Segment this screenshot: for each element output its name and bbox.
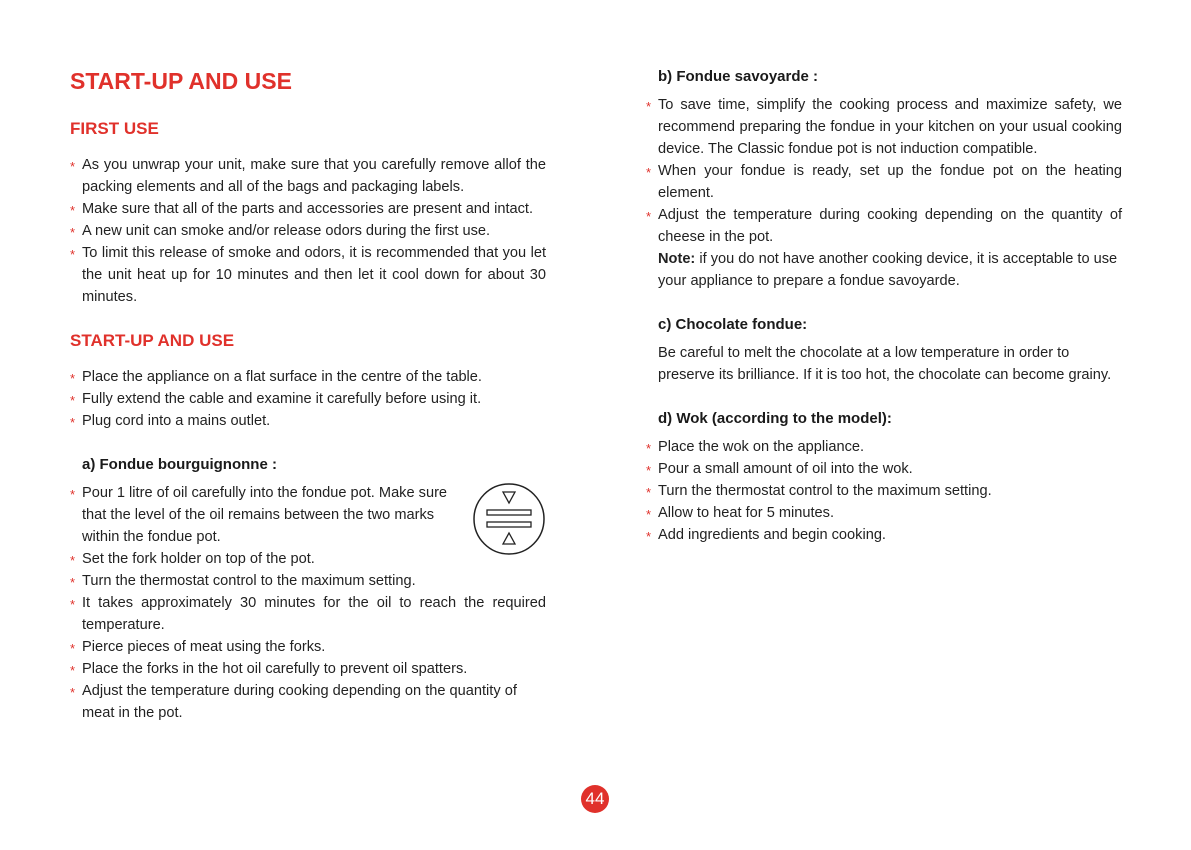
first-use-heading: FIRST USE — [70, 119, 159, 138]
bourguignonne-heading: a) Fondue bourguignonne : — [82, 456, 277, 473]
bourguignonne-list — [70, 482, 546, 724]
note-text: if you do not have another cooking device, it is acceptable to use your appliance to prepare a fondue savoyarde. — [658, 251, 1118, 289]
list-item: * Turn the thermostat control to the maximum setting. — [70, 570, 546, 592]
chocolate-heading: c) Chocolate fondue: — [658, 316, 808, 333]
list-item: * Allow to heat for 5 minutes. — [646, 502, 1122, 524]
wok-list — [646, 436, 1122, 546]
right-column — [646, 64, 1122, 546]
savoyarde-note — [646, 248, 1122, 292]
list-item: * To save time, simplify the cooking process and maximize safety, we recommend preparing the fondue in your kitchen on your usual cooking device. The Classic fondue pot is not induction compatible. — [646, 94, 1122, 160]
list-item: * When your fondue is ready, set up the fondue pot on the heating element. — [646, 160, 1122, 204]
startup-heading: START-UP AND USE — [70, 331, 235, 350]
page-number: 44 — [581, 785, 609, 813]
list-item: * Add ingredients and begin cooking. — [646, 524, 1122, 546]
note-label: Note: — [658, 251, 696, 267]
page-title: START-UP AND USE — [70, 68, 292, 94]
bourguignonne-section — [70, 482, 546, 724]
list-item: * Pour a small amount of oil into the wok. — [646, 458, 1122, 480]
list-item: * As you unwrap your unit, make sure that you carefully remove allof the packing elements and all of the bags and packaging labels. — [70, 154, 546, 198]
list-item: * Turn the thermostat control to the maximum setting. — [646, 480, 1122, 502]
list-item: * Place the appliance on a flat surface in the centre of the table. — [70, 366, 546, 388]
list-item: * Pour 1 litre of oil carefully into the fondue pot. Make sure that the level of the oil remains between the two marks within the fondue pot. — [70, 482, 546, 548]
list-item: * Place the forks in the hot oil carefully to prevent oil spatters. — [70, 658, 546, 680]
list-item: * A new unit can smoke and/or release odors during the first use. — [70, 220, 546, 242]
chocolate-text: Be careful to melt the chocolate at a low temperature in order to preserve its brilliance. If it is too hot, the chocolate can become grainy. — [658, 345, 1112, 383]
startup-list — [70, 366, 546, 432]
savoyarde-heading: b) Fondue savoyarde : — [658, 68, 819, 85]
list-item: * Pierce pieces of meat using the forks. — [70, 636, 546, 658]
list-item: * Place the wok on the appliance. — [646, 436, 1122, 458]
wok-heading: d) Wok (according to the model): — [658, 410, 892, 427]
list-item: * Adjust the temperature during cooking depending on the quantity of meat in the pot. — [70, 680, 546, 724]
list-item: * It takes approximately 30 minutes for the oil to reach the required temperature. — [70, 592, 546, 636]
savoyarde-list — [646, 94, 1122, 248]
list-item: * Fully extend the cable and examine it carefully before using it. — [70, 388, 546, 410]
first-use-list — [70, 154, 546, 308]
list-item: * Adjust the temperature during cooking depending on the quantity of cheese in the pot. — [646, 204, 1122, 248]
list-item: * Make sure that all of the parts and accessories are present and intact. — [70, 198, 546, 220]
list-item: * Plug cord into a mains outlet. — [70, 410, 546, 432]
list-item: * Set the fork holder on top of the pot. — [70, 548, 546, 570]
left-column — [70, 64, 546, 724]
list-item: * To limit this release of smoke and odors, it is recommended that you let the unit heat up for 10 minutes and then let it cool down for about 30 minutes. — [70, 242, 546, 308]
